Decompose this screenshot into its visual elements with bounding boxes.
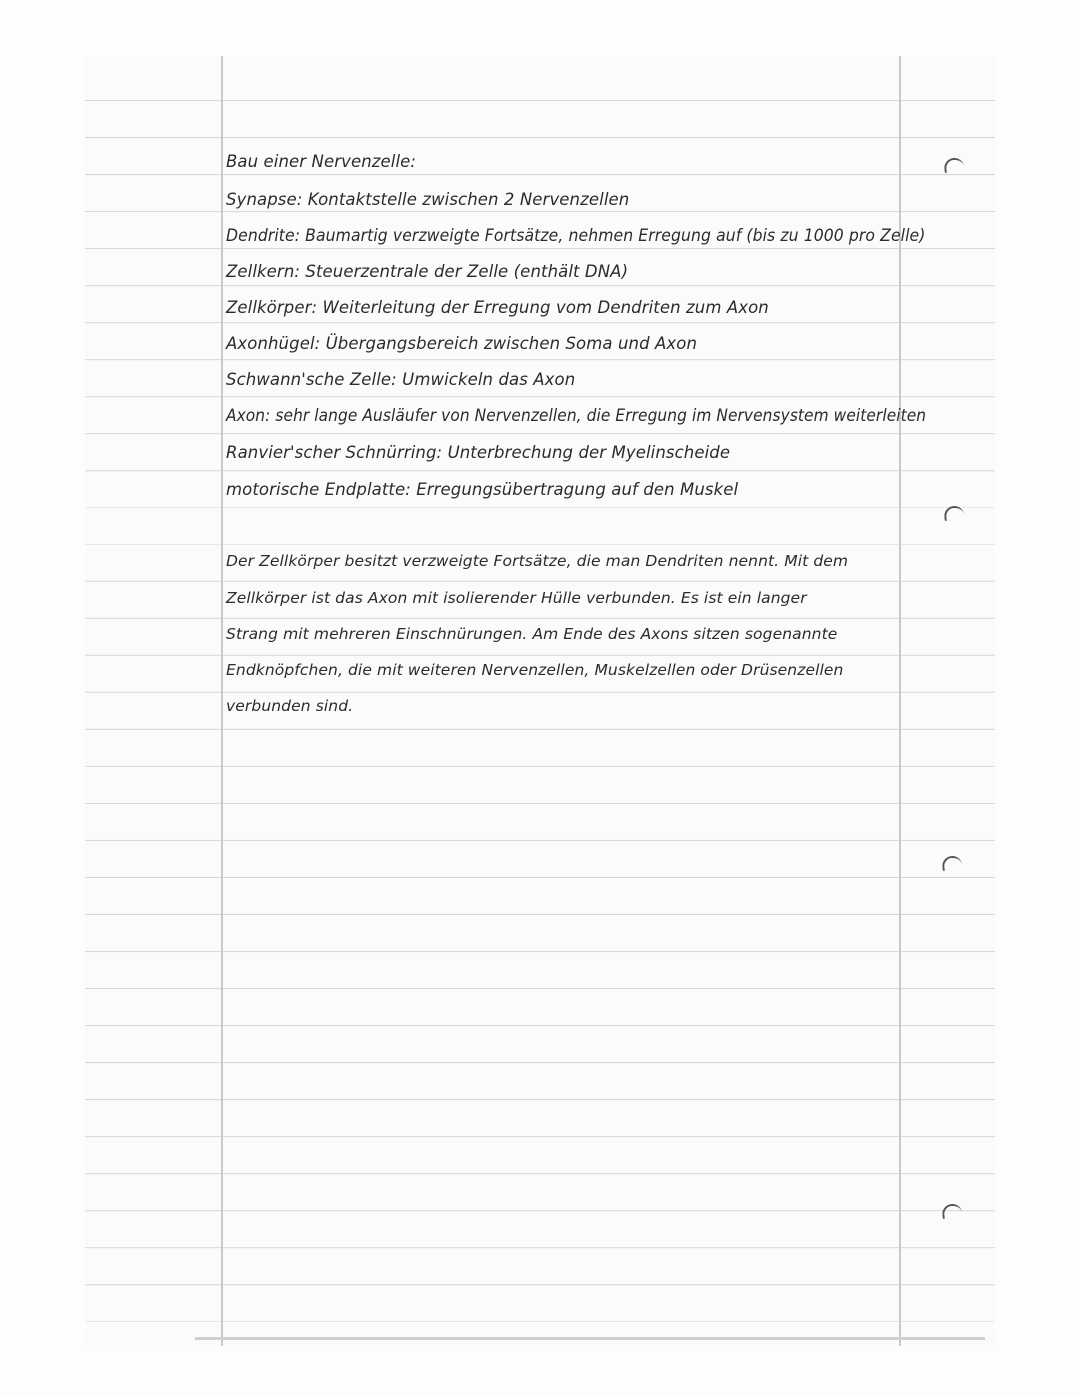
paragraph-line: Zellkörper ist das Axon mit isolierender Hülle verbunden. Es ist ein langer <box>226 589 807 607</box>
list-item: Zellkern: Steuerzentrale der Zelle (enthält DNA) <box>226 262 629 281</box>
paragraph-line: Der Zellkörper besitzt verzweigte Fortsätze, die man Dendriten nennt. Mit dem <box>226 552 849 570</box>
right-margin-line <box>899 56 901 1346</box>
list-item: Zellkörper: Weiterleitung der Erregung vom Dendriten zum Axon <box>226 298 769 317</box>
left-margin-line <box>221 56 223 1346</box>
paragraph-line: verbunden sind. <box>226 697 354 715</box>
list-item: Schwann'sche Zelle: Umwickeln das Axon <box>226 370 576 389</box>
notes-heading: Bau einer Nervenzelle: <box>226 152 417 171</box>
paragraph-line: Strang mit mehreren Einschnürungen. Am Ende des Axons sitzen sogenannte <box>226 625 838 643</box>
list-item: Axonhügel: Übergangsbereich zwischen Soma und Axon <box>226 334 698 353</box>
paragraph-line: Endknöpfchen, die mit weiteren Nervenzellen, Muskelzellen oder Drüsenzellen <box>226 661 844 679</box>
list-item: Synapse: Kontaktstelle zwischen 2 Nervenzellen <box>226 190 630 209</box>
list-item: Ranvier'scher Schnürring: Unterbrechung der Myelinscheide <box>226 443 731 462</box>
list-item: Axon: sehr lange Ausläufer von Nervenzellen, die Erregung im Nervensystem weiterleiten <box>226 406 927 425</box>
paper-bottom-edge <box>195 1337 985 1340</box>
list-item: motorische Endplatte: Erregungsübertragung auf den Muskel <box>226 480 739 499</box>
list-item: Dendrite: Baumartig verzweigte Fortsätze, nehmen Erregung auf (bis zu 1000 pro Zelle) <box>226 226 926 245</box>
